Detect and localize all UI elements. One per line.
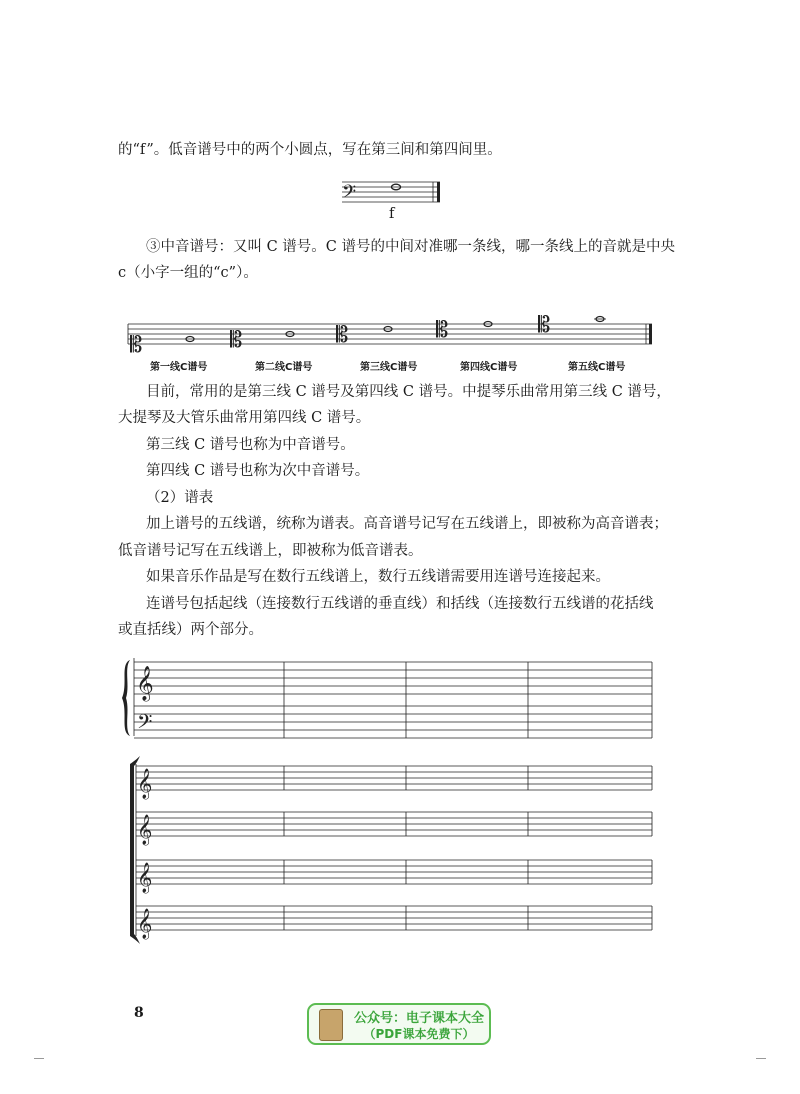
paragraph-staff-definition: 加上谱号的五线谱，统称为谱表。高音谱号记写在五线谱上，即被称为高音谱表； <box>146 516 668 532</box>
bracket-icon <box>130 764 134 936</box>
paragraph-alto-clef: 第三线 C 谱号也称为中音谱号。 <box>146 437 355 453</box>
bass-clef-icon: 𝄢 <box>342 182 357 207</box>
c-clef-icon-line4: 𝄡 <box>436 318 449 343</box>
c-clef-icon-line2: 𝄡 <box>230 328 243 353</box>
section-heading-staff-system: （2）谱表 <box>146 490 214 506</box>
treble-clef-icon: 𝄞 <box>137 769 153 799</box>
page-number: 8 <box>134 1005 144 1021</box>
paragraph-c-clef-intro: ③中音谱号：又叫 C 谱号。C 谱号的中间对准哪一条线，哪一条线上的音就是中央 <box>146 239 676 255</box>
brace-icon <box>122 660 130 736</box>
paragraph-brace-and-bracket-cont: 或直括线）两个部分。 <box>118 622 263 638</box>
treble-clef-icon: 𝄞 <box>137 863 153 893</box>
paragraph-brace-and-bracket: 连谱号包括起线（连接数行五线谱的垂直线）和括线（连接数行五线谱的花括线 <box>146 596 654 612</box>
paragraph-connecting-staves: 如果音乐作品是写在数行五线谱上，数行五线谱需要用连谱号连接起来。 <box>146 569 610 585</box>
treble-clef-icon: 𝄞 <box>136 666 154 701</box>
paragraph-bass-clef-dots: 的“f”。低音谱号中的两个小圆点，写在第三间和第四间里。 <box>118 142 502 158</box>
c-clef-icon-line3: 𝄡 <box>336 323 349 348</box>
bracketed-staves-figure <box>126 762 656 940</box>
paragraph-c-clef-intro-cont: c（小字一组的“c”）。 <box>118 265 258 281</box>
caption-second-line-c-clef: 第二线C谱号 <box>255 362 313 373</box>
c-clef-icon-line5: 𝄡 <box>538 313 551 338</box>
treble-clef-icon: 𝄞 <box>137 909 153 939</box>
grand-staff-brace-figure <box>116 656 656 740</box>
crop-mark-right <box>756 1058 766 1059</box>
caption-third-line-c-clef: 第三线C谱号 <box>360 362 418 373</box>
caption-fifth-line-c-clef: 第五线C谱号 <box>568 362 626 373</box>
watermark-line1: 公众号：电子课本大全 <box>353 1011 484 1026</box>
paragraph-common-c-clefs: 目前，常用的是第三线 C 谱号及第四线 C 谱号。中提琴乐曲常用第三线 C 谱号， <box>146 384 671 400</box>
book-icon <box>319 1009 343 1041</box>
c-clef-positions-figure <box>124 310 654 358</box>
c-clef-icon-line1: 𝄡 <box>130 333 143 358</box>
caption-first-line-c-clef: 第一线C谱号 <box>150 362 208 373</box>
paragraph-common-c-clefs-cont: 大提琴及大管乐曲常用第四线 C 谱号。 <box>118 410 371 426</box>
paragraph-tenor-clef: 第四线 C 谱号也称为次中音谱号。 <box>146 463 370 479</box>
watermark-line2: （PDF课本免费下） <box>363 1027 475 1041</box>
bass-clef-icon: 𝄢 <box>137 710 153 738</box>
crop-mark-left <box>34 1058 44 1059</box>
watermark-badge <box>307 1003 491 1045</box>
caption-fourth-line-c-clef: 第四线C谱号 <box>460 362 518 373</box>
note-label-f: f <box>389 206 395 222</box>
paragraph-staff-definition-cont: 低音谱号记写在五线谱上，即被称为低音谱表。 <box>118 543 423 559</box>
treble-clef-icon: 𝄞 <box>137 815 153 845</box>
